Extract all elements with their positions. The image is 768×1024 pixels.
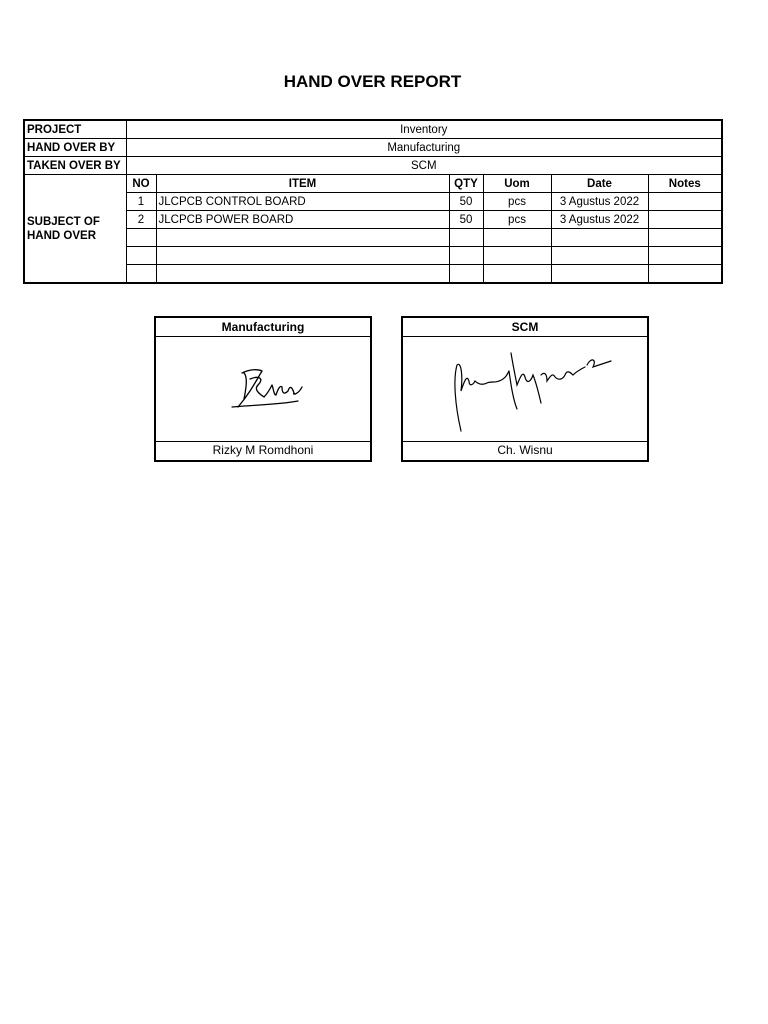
hand-over-by-value: Manufacturing bbox=[126, 139, 722, 157]
header-uom: Uom bbox=[483, 175, 551, 193]
project-row bbox=[24, 120, 722, 139]
row-qty: 50 bbox=[449, 211, 483, 229]
signer-name: Rizky M Romdhoni bbox=[212, 443, 314, 457]
items-header-row bbox=[24, 175, 722, 193]
signature-image bbox=[447, 345, 617, 435]
header-notes: Notes bbox=[648, 175, 722, 193]
row-uom: pcs bbox=[483, 211, 551, 229]
header-date: Date bbox=[551, 175, 648, 193]
project-label: PROJECT bbox=[24, 120, 126, 139]
signature-image bbox=[228, 365, 308, 415]
row-no: 1 bbox=[126, 193, 156, 211]
taken-over-by-label: TAKEN OVER BY bbox=[24, 157, 126, 175]
header-qty: QTY bbox=[449, 175, 483, 193]
row-uom: pcs bbox=[483, 193, 551, 211]
header-no: NO bbox=[126, 175, 156, 193]
row-qty: 50 bbox=[449, 193, 483, 211]
signer-name: Ch. Wisnu bbox=[497, 443, 553, 457]
row-notes bbox=[648, 211, 722, 229]
manufacturing-signature-box bbox=[154, 316, 372, 462]
subject-label-line2: HAND OVER bbox=[27, 229, 97, 242]
row-item: JLCPCB POWER BOARD bbox=[156, 211, 449, 229]
project-value: Inventory bbox=[126, 120, 722, 139]
row-date: 3 Agustus 2022 bbox=[551, 193, 648, 211]
row-item: JLCPCB CONTROL BOARD bbox=[156, 193, 449, 211]
row-notes bbox=[648, 193, 722, 211]
taken-over-by-value: SCM bbox=[126, 157, 722, 175]
header-item: ITEM bbox=[156, 175, 449, 193]
table-row bbox=[24, 193, 722, 211]
hand-over-by-label: HAND OVER BY bbox=[24, 139, 126, 157]
table-row bbox=[24, 211, 722, 229]
hand-over-table bbox=[23, 119, 723, 284]
signature-area bbox=[403, 337, 647, 442]
hand-over-by-row bbox=[24, 139, 722, 157]
scm-signature-box bbox=[401, 316, 649, 462]
subject-label bbox=[24, 175, 126, 284]
row-date: 3 Agustus 2022 bbox=[551, 211, 648, 229]
signature-box-title: Manufacturing bbox=[156, 318, 370, 337]
table-row-empty bbox=[24, 229, 722, 247]
page-title: HAND OVER REPORT bbox=[283, 72, 462, 91]
taken-over-by-row bbox=[24, 157, 722, 175]
row-no: 2 bbox=[126, 211, 156, 229]
table-row-empty bbox=[24, 265, 722, 284]
subject-label-line1: SUBJECT OF bbox=[27, 215, 100, 228]
signature-box-title: SCM bbox=[403, 318, 647, 337]
signature-area bbox=[156, 337, 370, 442]
table-row-empty bbox=[24, 247, 722, 265]
